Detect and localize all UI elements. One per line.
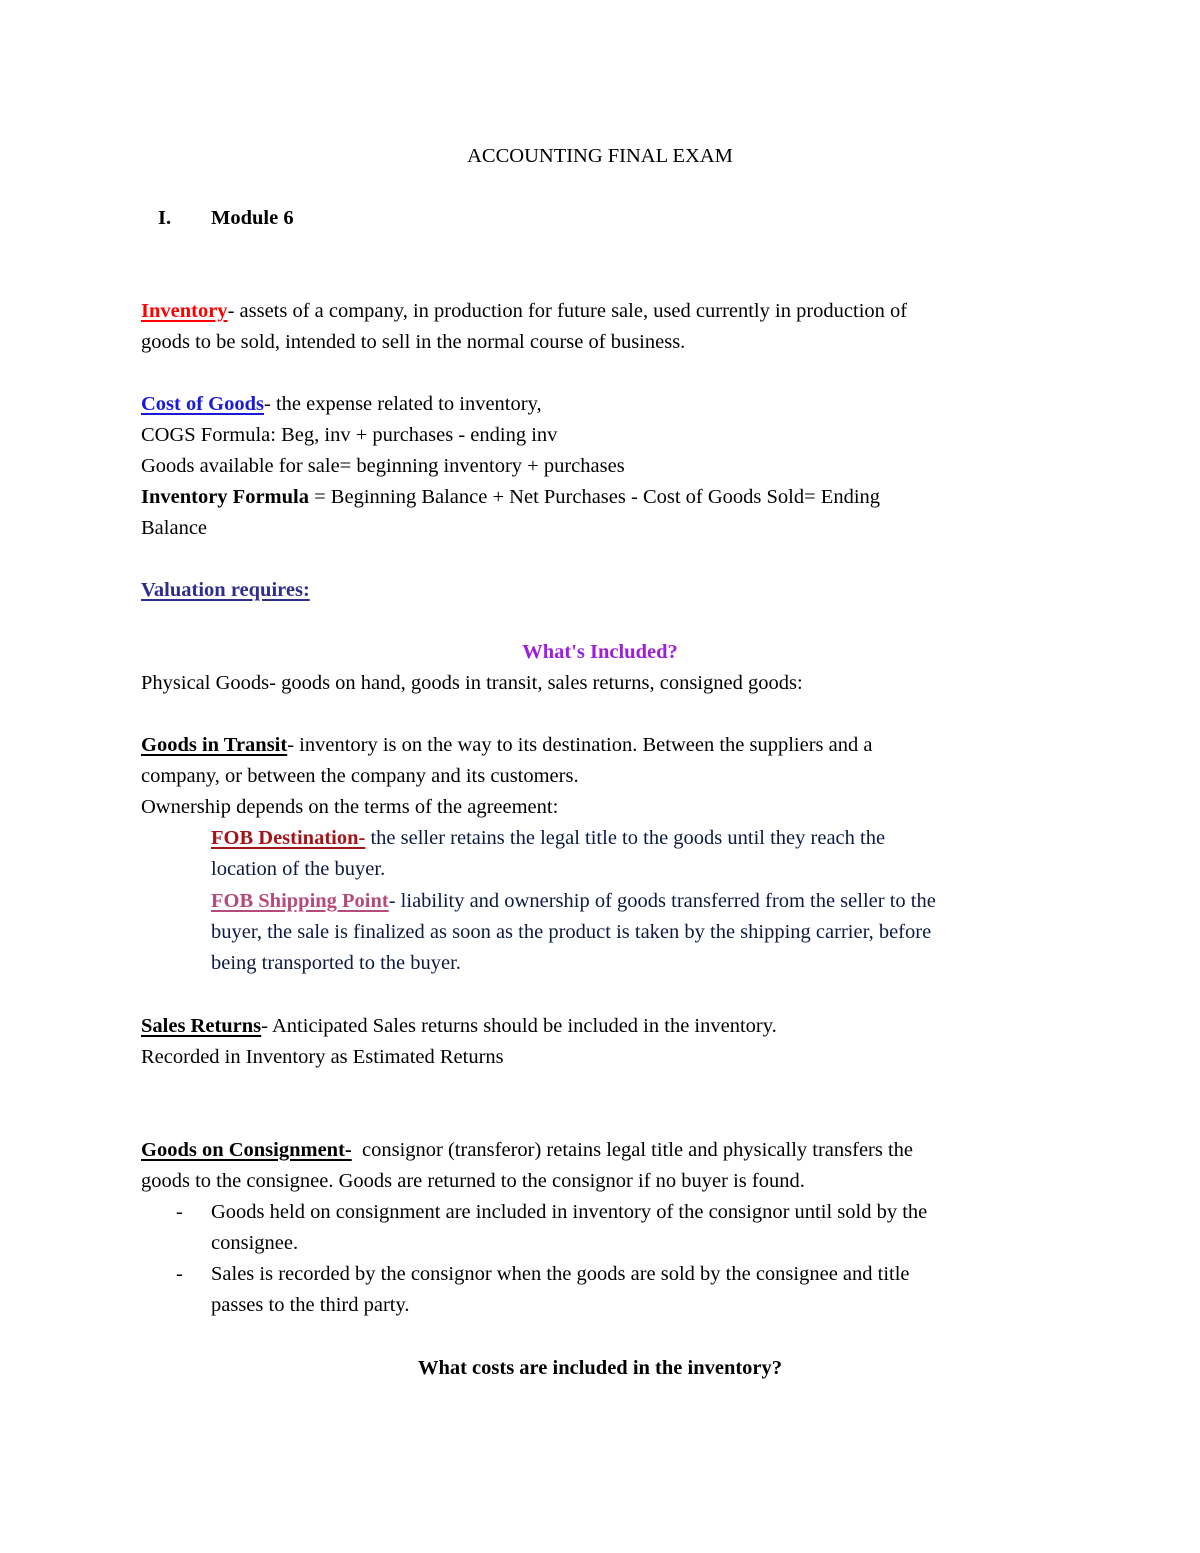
- valuation-heading: Valuation requires:: [141, 579, 310, 601]
- fob-shipping-point-line1: - liability and ownership of goods transferred from the seller to the: [388, 890, 936, 912]
- inventory-definition: [141, 296, 907, 327]
- fob-shipping-point-line2: buyer, the sale is finalized as soon as the product is taken by the shipping carrier, before: [211, 921, 932, 943]
- sales-returns-term: Sales Returns: [141, 1015, 262, 1037]
- inventory-formula-label: Inventory Formula: [141, 486, 309, 508]
- sales-returns-definition: [141, 1011, 777, 1042]
- cogs-def: - the expense related to inventory,: [264, 393, 542, 415]
- sales-returns-recorded: Recorded in Inventory as Estimated Returns: [141, 1046, 504, 1068]
- goods-in-transit-term: Goods in Transit: [141, 734, 288, 756]
- fob-destination-definition: [211, 823, 885, 854]
- consignment-bullet2-line1: Sales is recorded by the consignor when the goods are sold by the consignee and title: [211, 1263, 910, 1285]
- closing-question-heading: What costs are included in the inventory?: [417, 1357, 783, 1379]
- document-title: ACCOUNTING FINAL EXAM: [467, 145, 733, 167]
- fob-destination-line1: the seller retains the legal title to the goods until they reach the: [365, 827, 886, 849]
- consignment-term: Goods on Consignment-: [141, 1139, 352, 1161]
- goods-available-formula: Goods available for sale= beginning inventory + purchases: [141, 455, 625, 477]
- sales-returns-def: - Anticipated Sales returns should be included in the inventory.: [261, 1015, 777, 1037]
- fob-shipping-point-term: FOB Shipping Point: [211, 890, 389, 912]
- inventory-formula-line1: = Beginning Balance + Net Purchases - Cost of Goods Sold= Ending: [308, 486, 881, 508]
- cogs-formula: COGS Formula: Beg, inv + purchases - ending inv: [141, 424, 558, 446]
- whats-included-heading: What's Included?: [522, 641, 678, 663]
- inventory-formula-line2: Balance: [141, 517, 208, 539]
- consignment-def-line1: consignor (transferor) retains legal title and physically transfers the: [351, 1139, 914, 1161]
- bullet-dash: -: [176, 1201, 183, 1223]
- section-heading: Module 6: [211, 207, 294, 229]
- inventory-term: Inventory: [141, 300, 228, 322]
- consignment-bullet1-line1: Goods held on consignment are included in inventory of the consignor until sold by the: [211, 1201, 928, 1223]
- inventory-def-line1: - assets of a company, in production for future sale, used currently in production of: [227, 300, 908, 322]
- bullet-dash: -: [176, 1263, 183, 1285]
- fob-shipping-point-line3: being transported to the buyer.: [211, 952, 461, 974]
- fob-destination-term: FOB Destination-: [211, 827, 366, 849]
- consignment-definition: [141, 1135, 913, 1166]
- consignment-bullet1-line2: consignee.: [211, 1232, 299, 1254]
- cogs-term: Cost of Goods: [141, 393, 265, 415]
- goods-in-transit-definition: [141, 730, 872, 761]
- inventory-def-line2: goods to be sold, intended to sell in the normal course of business.: [141, 331, 686, 353]
- ownership-text: Ownership depends on the terms of the agreement:: [141, 796, 559, 818]
- section-numeral: I.: [158, 207, 172, 229]
- cogs-definition: [141, 389, 542, 420]
- fob-shipping-point-definition: [211, 886, 936, 917]
- consignment-bullet2-line2: passes to the third party.: [211, 1294, 410, 1316]
- consignment-def-line2: goods to the consignee. Goods are returned to the consignor if no buyer is found.: [141, 1170, 805, 1192]
- fob-destination-line2: location of the buyer.: [211, 858, 386, 880]
- goods-in-transit-def-line1: - inventory is on the way to its destination. Between the suppliers and a: [287, 734, 873, 756]
- inventory-formula: [141, 482, 880, 513]
- physical-goods-text: Physical Goods- goods on hand, goods in transit, sales returns, consigned goods:: [141, 672, 803, 694]
- goods-in-transit-def-line2: company, or between the company and its customers.: [141, 765, 579, 787]
